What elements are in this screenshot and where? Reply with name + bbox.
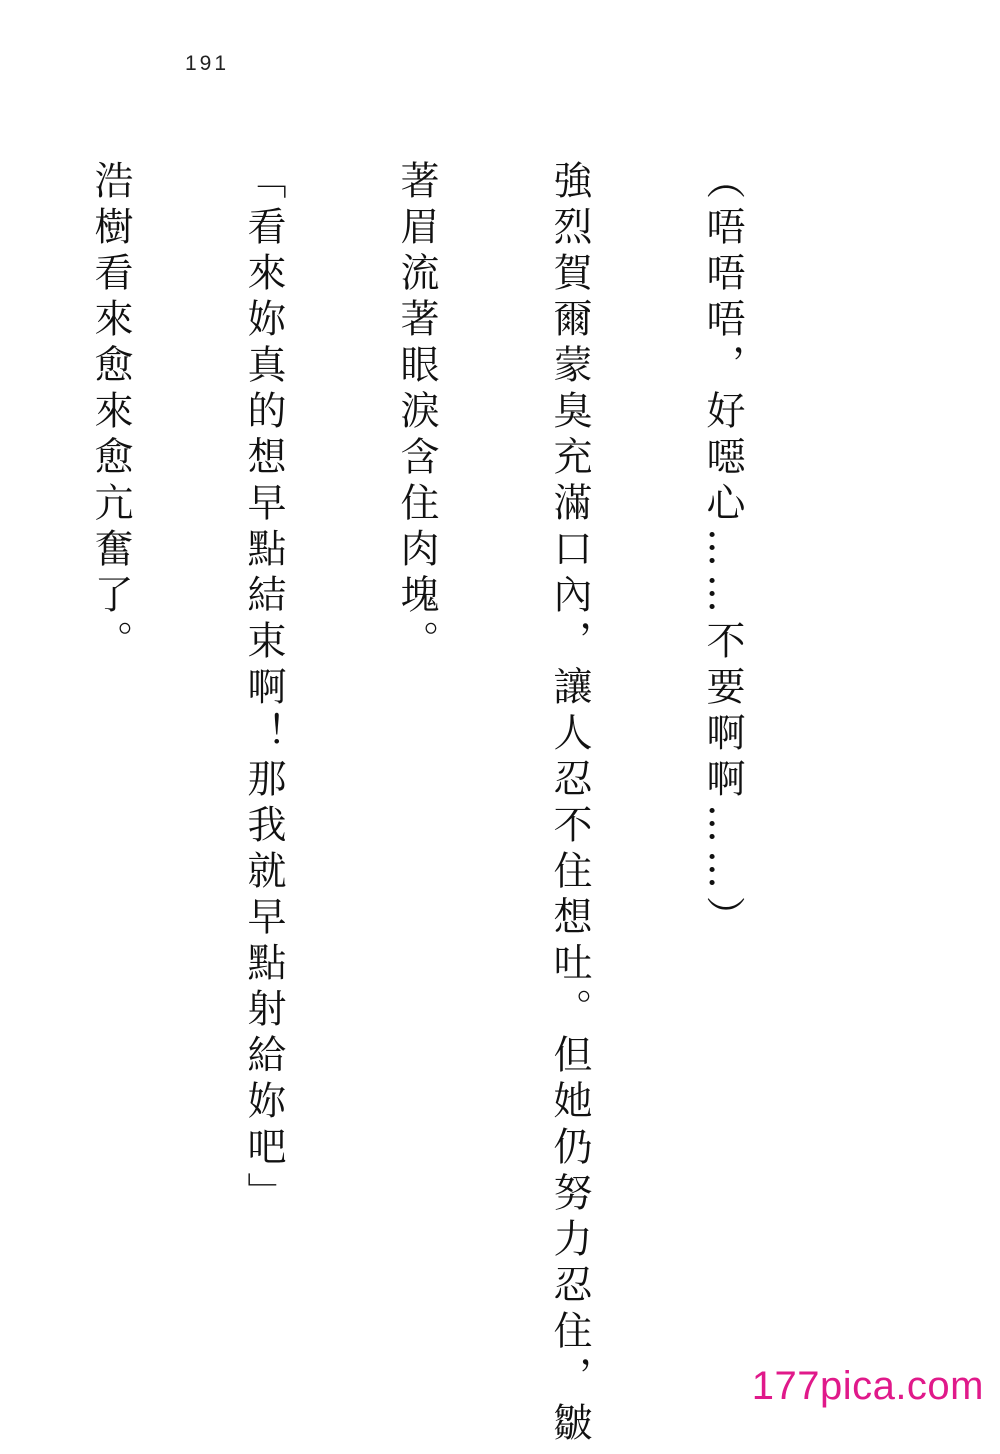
text-line-4: 「看來妳真的想早點結束啊！那我就早點射給妳吧」 <box>241 160 286 1218</box>
vertical-text-body <box>0 160 850 1448</box>
text-line-1: （唔唔唔，好噁心……不要啊啊……） <box>700 160 745 942</box>
text-line-3: 著眉流著眼淚含住肉塊。 <box>394 160 439 666</box>
watermark-link[interactable]: 177pica.com <box>751 1364 984 1408</box>
text-line-5: 浩樹看來愈來愈亢奮了。 <box>88 160 133 666</box>
text-line-2: 強烈賀爾蒙臭充滿口內，讓人忍不住想吐。但她仍努力忍住，皺 <box>547 160 592 1448</box>
page-number: 191 <box>185 52 230 75</box>
